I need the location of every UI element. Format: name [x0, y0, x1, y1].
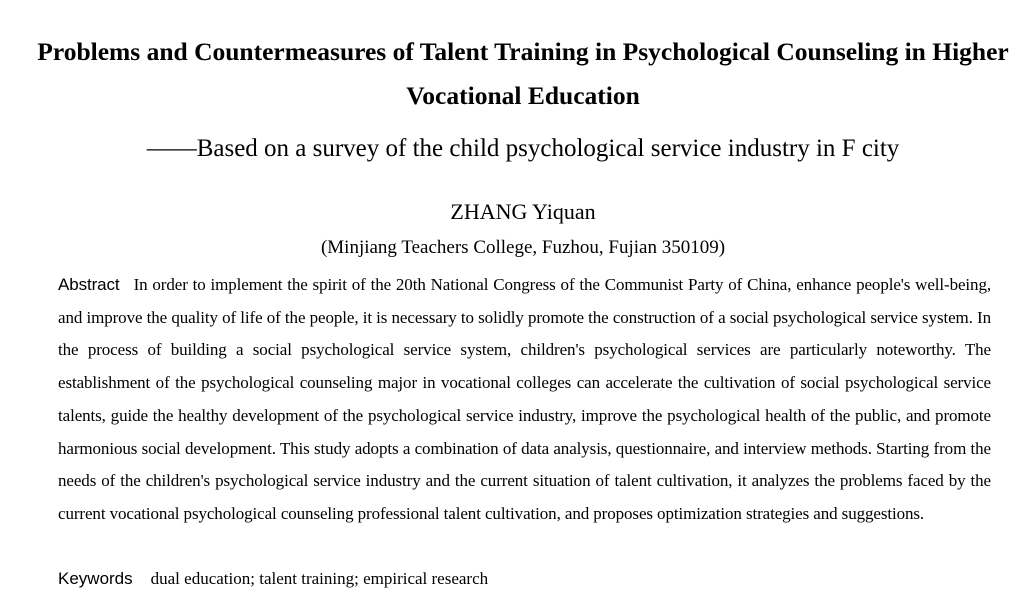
author-affiliation: (Minjiang Teachers College, Fuzhou, Fujian 350109)	[320, 237, 726, 258]
abstract-label: Abstract	[58, 275, 120, 294]
keywords-line	[58, 565, 991, 593]
keywords-label: Keywords	[58, 569, 133, 588]
paper-title: Problems and Countermeasures of Talent Training in Psychological Counseling in Higher Vocational Education	[37, 37, 1009, 110]
abstract-paragraph	[58, 269, 991, 531]
author-name: ZHANG Yiquan	[450, 199, 596, 224]
paper-subtitle: ——Based on a survey of the child psychological service industry in F city	[146, 135, 900, 162]
abstract-text: In order to implement the spirit of the 20th National Congress of the Communist Party of China, enhance people's well-being, and improve the quality of life of the people, it is necessary to solidly promote the construction of a social psychological service system. In the process of building a social psychological service system, children's psychological services are particularly noteworthy. The establishment of the psychological counseling major in vocational colleges can accelerate the cultivation of social psychological service talents, guide the healthy development of the psychological service industry, improve the psychological health of the public, and promote harmonious social development. This study adopts a combination of data analysis, questionnaire, and interview methods. Starting from the needs of the children's psychological service industry and the current situation of talent cultivation, it analyzes the problems faced by the current vocational psychological counseling professional talent cultivation, and proposes optimization strategies and suggestions.	[58, 275, 991, 523]
keywords-text: dual education; talent training; empirical research	[150, 569, 489, 588]
